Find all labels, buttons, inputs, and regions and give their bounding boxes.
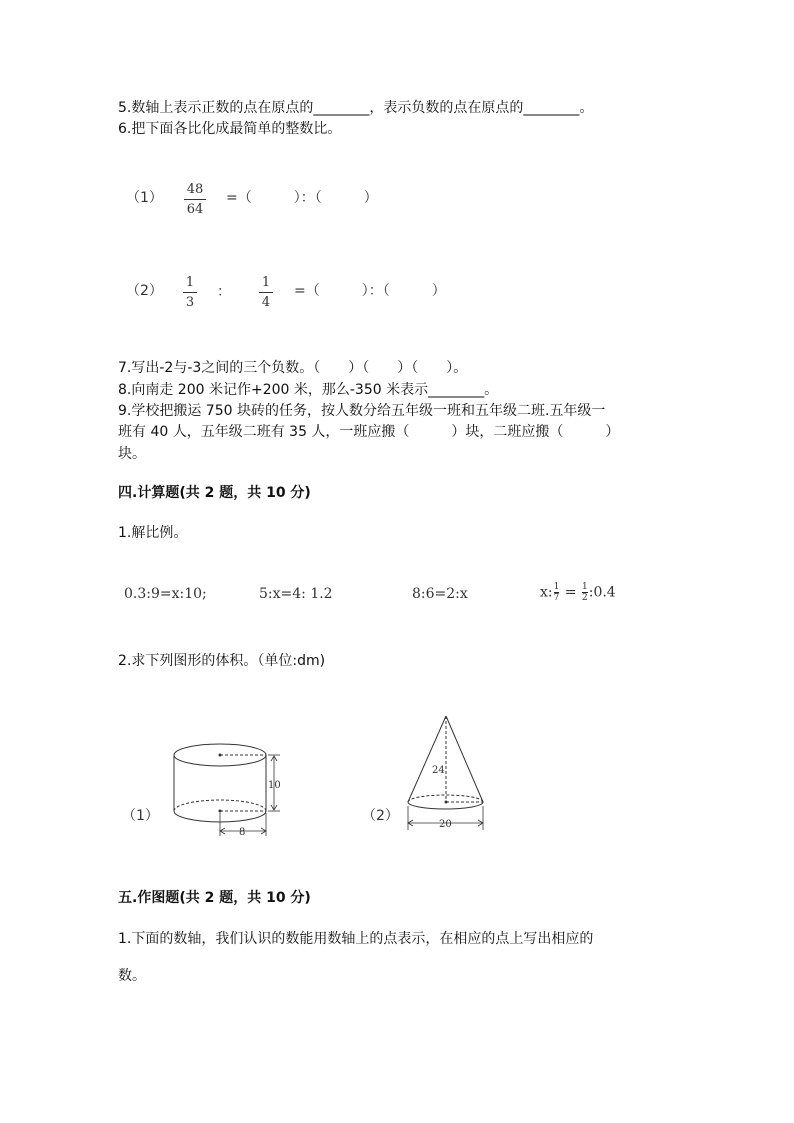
q6-part1-answer-blanks[interactable]: =（ ）：（ ） (226, 190, 378, 206)
calc-question-1: 1.解比例。 (118, 525, 188, 541)
fraction-denominator: 64 (186, 202, 204, 217)
q6-part1-label: （1） (126, 190, 163, 206)
fraction-numerator: 1 (582, 582, 588, 592)
drawing-question-1-line1: 1.下面的数轴，我们认识的数能用数轴上的点表示，在相应的点上写出相应的 (118, 931, 594, 947)
calc-question-2: 2.求下列图形的体积。（单位:dm) (118, 653, 326, 669)
question-6: 6.把下面各比化成最简单的整数比。 (118, 121, 342, 137)
fraction-denominator: 4 (261, 295, 271, 310)
question-9-line3: 块。 (118, 446, 146, 462)
cylinder-diameter-label: 8 (239, 827, 246, 838)
proportion-equation-1: 0.3:9=x:10; (124, 586, 207, 602)
question-7: 7.写出-2与-3之间的三个负数。（ ）（ ）（ ）。 (118, 360, 468, 376)
drawing-question-1-line2: 数。 (118, 968, 146, 984)
fraction-numerator: 48 (186, 182, 204, 197)
equation-text: x: (540, 584, 553, 601)
figure-1-label: （1） (122, 808, 159, 824)
fraction-denominator: 7 (553, 593, 560, 603)
q6-part2-fraction-b (259, 275, 273, 310)
fraction-numerator: 1 (185, 275, 195, 290)
proportion-equation-2: 5:x=4: 1.2 (259, 586, 333, 602)
q6-part2-label: （2） (126, 283, 163, 299)
fraction-bar (183, 292, 197, 293)
section-5-title: 五.作图题(共 2 题，共 10 分) (118, 890, 311, 906)
proportion-equation-3: 8:6=2:x (412, 586, 468, 602)
cylinder-height-label: 10 (268, 780, 281, 791)
fraction-denominator: 3 (185, 295, 195, 310)
fraction-numerator: 1 (261, 275, 271, 290)
question-5: 5.数轴上表示正数的点在原点的________，表示负数的点在原点的________。 (118, 100, 594, 116)
cone-diameter-label: 20 (439, 819, 452, 830)
proportion-equation-4 (540, 582, 616, 603)
fraction-numerator: 1 (553, 582, 560, 592)
q6-part1-fraction (184, 182, 206, 217)
figure-2-label: （2） (362, 808, 399, 824)
fraction-bar (259, 292, 273, 293)
cone-height-label: 24 (432, 765, 445, 776)
equation-text: = (560, 584, 581, 601)
fraction-bar (184, 199, 206, 200)
question-8: 8.向南走 200 米记作+200 米，那么-350 米表示________。 (118, 382, 499, 398)
question-9-line2: 班有 40 人，五年级二班有 35 人，一班应搬（ ）块，二班应搬（ ） (118, 424, 620, 440)
cylinder-figure (160, 735, 290, 845)
small-fraction (582, 582, 588, 603)
cone-figure (400, 710, 495, 835)
q6-part2-colon: ： (217, 284, 231, 300)
q6-part2-fraction-a (183, 275, 197, 310)
small-fraction (554, 582, 560, 603)
fraction-denominator: 2 (582, 593, 588, 603)
question-9-line1: 9.学校把搬运 750 块砖的任务，按人数分给五年级一班和五年级二班.五年级一 (118, 403, 606, 419)
section-4-title: 四.计算题(共 2 题，共 10 分) (118, 485, 311, 501)
q6-part2-answer-blanks[interactable]: =（ ）：（ ） (294, 283, 446, 299)
equation-text: :0.4 (588, 584, 616, 601)
